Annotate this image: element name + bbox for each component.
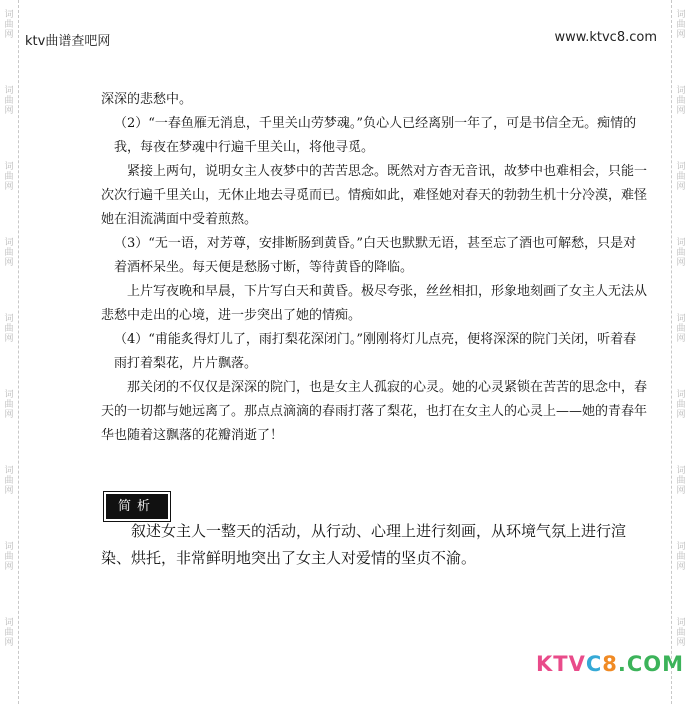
- paragraph: 那关闭的不仅仅是深深的院门，也是女主人孤寂的心灵。她的心灵紧锁在苦苦的思念中，春天的一切都与她远离了。那点点滴滴的春雨打落了梨花，也打在女主人的心灵上——她的青春年华也随着这飘落的花瓣消逝了！: [101, 380, 648, 443]
- paragraph: 紧接上两句，说明女主人夜梦中的苦苦思念。既然对方杳无音讯，故梦中也难相会，只能一次次行遍千里关山，无休止地去寻觅而已。情痴如此，难怪她对春天的勃勃生机十分冷漠，难怪她在泪流满面中受着煎熬。: [101, 164, 648, 227]
- site-logo: KTVC8.COM: [536, 652, 685, 676]
- left-margin-watermark: 词 曲 网 词 曲 网 词 曲 网 词 曲 网 词 曲 网 词 曲 网 词 曲 网 词 曲 网 词 曲 网: [0, 0, 19, 704]
- site-name-watermark: ktv曲谱查吧网: [25, 34, 111, 49]
- right-margin-watermark: 词 曲 网 词 曲 网 词 曲 网 词 曲 网 词 曲 网 词 曲 网 词 曲 网 词 曲 网 词 曲 网: [671, 0, 690, 704]
- paragraph: 上片写夜晚和早晨，下片写白天和黄昏。极尽夸张，丝丝相扣，形象地刻画了女主人无法从悲愁中走出的心境，进一步突出了她的情痴。: [101, 284, 648, 323]
- paragraph: （2）“一春鱼雁无消息，千里关山劳梦魂。”负心人已经离别一年了，可是书信全无。痴情的我，每夜在梦魂中行遍千里关山，将他寻觅。: [114, 116, 637, 155]
- site-url-watermark: www.ktvc8.com: [554, 30, 657, 45]
- analysis-section: [101, 518, 649, 572]
- paragraph: （3）“无一语，对芳尊，安排断肠到黄昏。”白天也默默无语，甚至忘了酒也可解愁，只是对着酒杯呆坐。每天便是愁肠寸断，等待黄昏的降临。: [114, 236, 637, 275]
- margin-char: 曲: [4, 20, 14, 30]
- margin-char: 词: [4, 10, 14, 20]
- analysis-text: 叙述女主人一整天的活动，从行动、心理上进行刻画，从环境气氛上进行渲染、烘托，非常鲜明地突出了女主人对爱情的坚贞不渝。: [101, 522, 627, 567]
- margin-char: 网: [4, 30, 14, 40]
- paragraph: （4）“甫能炙得灯儿了，雨打梨花深闭门。”刚刚将灯儿点亮，便将深深的院门关闭，听着春雨打着梨花，片片飘落。: [114, 332, 637, 371]
- paragraph: 深深的悲愁中。: [101, 92, 193, 107]
- section-tag: 简析: [106, 494, 168, 519]
- document-body: [101, 88, 649, 448]
